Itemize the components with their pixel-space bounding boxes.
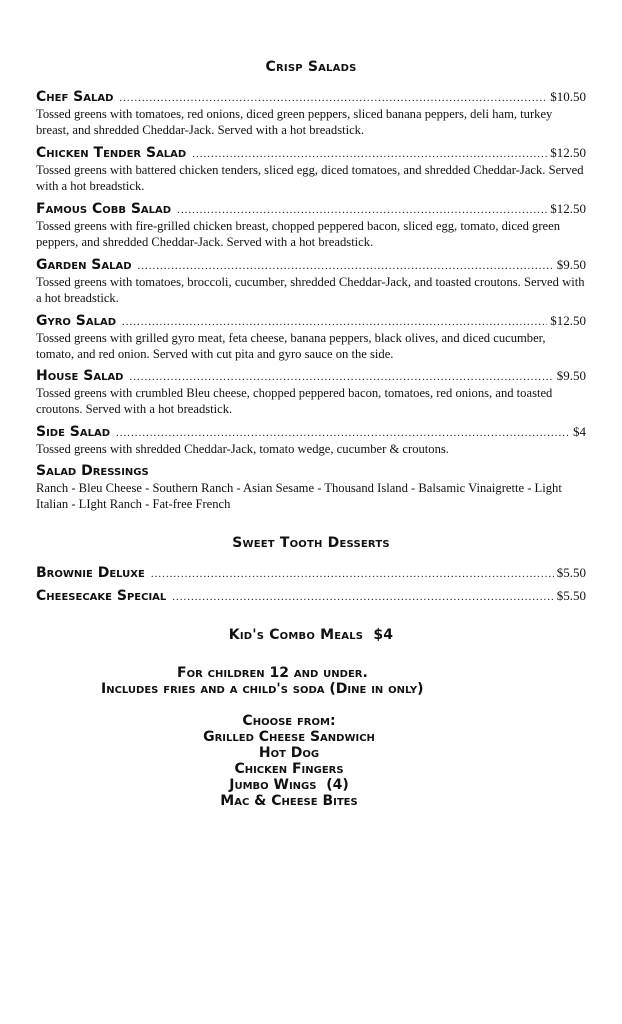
salads-section-title: Crisp Salads	[265, 59, 357, 75]
item-price: $5.50	[556, 588, 586, 603]
dot-leader	[129, 371, 553, 383]
item-price: $12.50	[550, 313, 586, 328]
item-description: Tossed greens with grilled gyro meat, feta cheese, banana peppers, black olives, and diced cucumber, tomato, and red onion. Served with cut pita and gyro sauce on the side.	[36, 331, 546, 361]
dot-leader	[151, 568, 554, 580]
dressings-list: Ranch - Bleu Cheese - Southern Ranch - Asian Sesame - Thousand Island - Balsamic Vinaigrette - Light Italian - LIght Ranch - Fat-free French	[36, 481, 562, 511]
item-description: Tossed greens with fire-grilled chicken breast, chopped peppered bacon, sliced egg, tomato, diced green peppers, and shredded Cheddar-Jack. Served with a hot breadstick.	[36, 219, 561, 249]
item-description: Tossed greens with tomatoes, broccoli, cucumber, shredded Cheddar-Jack, and toasted croutons. Served with a hot breadstick.	[36, 275, 585, 305]
choose-label: Choose from:	[242, 713, 336, 729]
item-description: Tossed greens with battered chicken tenders, sliced egg, diced tomatoes, and shredded Cheddar-Jack. Served with a hot breadstick.	[36, 163, 584, 193]
kids-info	[0, 665, 622, 697]
dot-leader	[138, 260, 554, 272]
menu-item-gyro-salad	[36, 313, 586, 362]
item-description: Tossed greens with crumbled Bleu cheese, chopped peppered bacon, tomatoes, red onions, and toasted croutons. Served with a hot breadstick.	[36, 386, 553, 416]
dot-leader	[116, 427, 570, 439]
kids-choice-item: Jumbo Wings (4)	[229, 777, 349, 793]
menu-item-house-salad	[36, 368, 586, 417]
menu-item-famous-cobb-salad	[36, 201, 586, 250]
item-price: $9.50	[556, 368, 586, 383]
menu-item-side-salad	[36, 424, 586, 457]
item-name: Brownie Deluxe	[36, 565, 145, 581]
menu-item-chicken-tender-salad	[36, 145, 586, 194]
desserts-section-title: Sweet Tooth Desserts	[232, 535, 390, 551]
dot-leader	[177, 204, 547, 216]
kids-choice-item: Mac & Cheese Bites	[220, 793, 358, 809]
item-name: Famous Cobb Salad	[36, 201, 172, 217]
dot-leader	[192, 148, 547, 160]
item-name: Chicken Tender Salad	[36, 145, 187, 161]
item-name: Cheesecake Special	[36, 588, 167, 604]
kids-choices	[0, 713, 578, 809]
kids-choice-item: Chicken Fingers	[234, 761, 344, 777]
item-name: House Salad	[36, 368, 124, 384]
dressings-title: Salad Dressings	[36, 463, 149, 479]
salad-dressings	[36, 463, 586, 512]
item-price: $9.50	[556, 257, 586, 272]
menu-item-brownie-deluxe	[36, 565, 586, 581]
kids-section-title: Kid's Combo Meals $4	[228, 627, 394, 643]
menu-item-chef-salad	[36, 89, 586, 138]
item-name: Gyro Salad	[36, 313, 117, 329]
item-name: Chef Salad	[36, 89, 114, 105]
item-price: $10.50	[550, 89, 586, 104]
dot-leader	[119, 92, 547, 104]
dot-leader	[172, 591, 553, 603]
kids-includes: Includes fries and a child's soda (Dine in only)	[101, 681, 424, 697]
item-price: $5.50	[556, 565, 586, 580]
item-name: Garden Salad	[36, 257, 132, 273]
item-description: Tossed greens with tomatoes, red onions, diced green peppers, sliced banana peppers, deli ham, turkey breast, and shredded Cheddar-Jack. Served with a hot breadstick.	[36, 107, 553, 137]
menu-item-cheesecake-special	[36, 588, 586, 604]
kids-eligibility: For children 12 and under.	[177, 665, 368, 681]
kids-choice-item: Hot Dog	[258, 745, 320, 761]
dot-leader	[122, 316, 547, 328]
item-name: Side Salad	[36, 424, 111, 440]
item-price: $4	[573, 424, 586, 439]
kids-choice-item: Grilled Cheese Sandwich	[203, 729, 375, 745]
item-price: $12.50	[550, 201, 586, 216]
item-description: Tossed greens with shredded Cheddar-Jack, tomato wedge, cucumber & croutons.	[36, 442, 449, 456]
item-price: $12.50	[550, 145, 586, 160]
menu-item-garden-salad	[36, 257, 586, 306]
